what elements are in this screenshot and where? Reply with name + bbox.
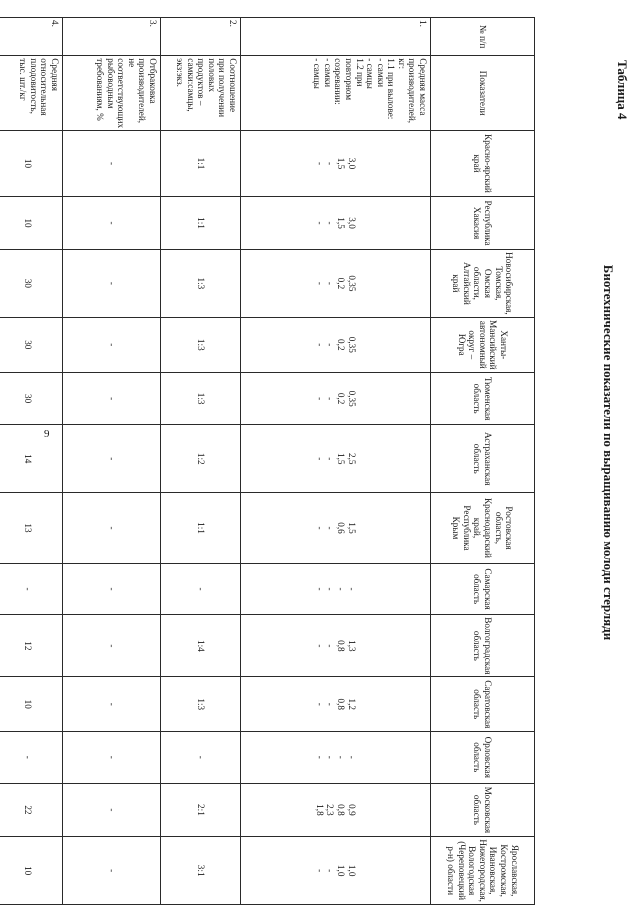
cell-value: 1:3 [195, 698, 206, 711]
cell-value: 2,3 [325, 804, 336, 816]
cell-value: 1:3 [195, 392, 206, 405]
header-region: Ярославская, Костромская, Ивановская, Нижегородская, Вологодская (Череповецкий р-н) области [431, 837, 535, 905]
cell-value: 30 [22, 394, 33, 404]
cell-value: - [106, 587, 117, 591]
cell-value: - [195, 587, 206, 591]
cell-value: 1,5 [346, 522, 357, 534]
cell-value: - [346, 755, 357, 759]
cell-value: 10 [22, 699, 33, 709]
cell-value: - [325, 869, 336, 873]
indicator-line: Соотношение при получении половых продуктов – самки:самцы, экз:экз. [175, 58, 238, 117]
value-cell [241, 677, 431, 732]
cell-value: 1:2 [195, 452, 206, 465]
value-cell [63, 425, 161, 493]
value-cell [0, 615, 63, 677]
value-cell [0, 563, 63, 614]
cell-value: - [325, 702, 336, 706]
cell-value: - [314, 526, 325, 530]
cell-value: 1,3 [346, 640, 357, 652]
cell-value: - [314, 397, 325, 401]
cell-value: 1,8 [314, 804, 325, 816]
table-row [161, 18, 241, 905]
cell-value: - [22, 755, 33, 759]
value-cell [241, 732, 431, 783]
indicator-line: - самцы [312, 58, 323, 89]
cell-value: - [314, 587, 325, 591]
cell-value: 12 [22, 641, 33, 651]
page-number: 9 [44, 428, 50, 440]
value-cell [161, 425, 241, 493]
value-cell [63, 131, 161, 197]
cell-value: - [106, 644, 117, 648]
table-row [241, 18, 431, 905]
value-cell [241, 493, 431, 564]
value-cell [0, 677, 63, 732]
cell-value: 0,2 [336, 339, 347, 351]
value-cell [0, 372, 63, 424]
cell-value: - [106, 397, 117, 401]
cell-value: - [314, 869, 325, 873]
cell-value: 0,9 [346, 804, 357, 816]
cell-value: - [346, 587, 357, 591]
cell-value: 0,6 [336, 522, 347, 534]
header-region: Саратовская область [431, 677, 535, 732]
cell-value: 0,2 [336, 277, 347, 290]
cell-value: - [325, 397, 336, 401]
cell-value: - [106, 221, 117, 225]
value-cell [63, 196, 161, 249]
cell-value: 1:1 [195, 157, 206, 170]
value-cell [0, 250, 63, 318]
value-cell [241, 317, 431, 372]
cell-value: 1:4 [195, 639, 206, 652]
indicator-line: Отбраковка производителей, не соответствующих рыбоводным требованиям, % [95, 58, 158, 129]
cell-value: 3,0 [346, 157, 357, 170]
value-cell [241, 837, 431, 905]
cell-value: - [325, 161, 336, 166]
cell-value: 22 [22, 805, 33, 815]
cell-value: 2:1 [195, 804, 206, 816]
value-cell [241, 372, 431, 424]
cell-value: - [325, 587, 336, 591]
value-cell [0, 131, 63, 197]
row-indicator [241, 56, 431, 131]
cell-value: 10 [22, 218, 33, 228]
cell-value: - [336, 755, 347, 759]
value-cell [0, 732, 63, 783]
cell-value: - [314, 755, 325, 759]
cell-value: 10 [22, 158, 33, 169]
value-cell [241, 131, 431, 197]
cell-value: 1,5 [336, 452, 347, 465]
value-cell [0, 783, 63, 837]
cell-value: 1:3 [195, 338, 206, 351]
indicator-line: 1.1 при вылове: [386, 58, 397, 120]
value-cell [161, 196, 241, 249]
value-cell [161, 563, 241, 614]
value-cell [161, 250, 241, 318]
cell-value: - [314, 161, 325, 166]
value-cell [161, 837, 241, 905]
cell-value: - [195, 755, 206, 759]
cell-value: - [325, 526, 336, 530]
cell-value: - [106, 808, 117, 812]
header-region: Ханты-Мансийский автономный округ – Югра [431, 317, 535, 372]
value-cell [63, 317, 161, 372]
value-cell [0, 837, 63, 905]
table-number: Таблица 4 [615, 60, 630, 120]
table-row [63, 18, 161, 905]
cell-value: 0,8 [336, 804, 347, 816]
cell-value: 1,0 [346, 864, 357, 877]
value-cell [0, 196, 63, 249]
cell-value: - [325, 221, 336, 225]
cell-value: - [106, 281, 117, 285]
value-cell [63, 372, 161, 424]
cell-value: 0,2 [336, 392, 347, 405]
header-region: Самарская область [431, 563, 535, 614]
row-number: 3. [63, 18, 161, 56]
cell-value: - [314, 644, 325, 648]
value-cell [161, 615, 241, 677]
value-cell [63, 250, 161, 318]
header-region: Московская область [431, 783, 535, 837]
value-cell [161, 493, 241, 564]
row-number: 2. [161, 18, 241, 56]
cell-value: 1:3 [195, 277, 206, 290]
cell-value: - [314, 702, 325, 706]
header-region: Красно-ярский край [431, 131, 535, 197]
cell-value: - [336, 587, 347, 591]
indicator-line: - самки [375, 58, 386, 88]
table-caption: Биотехнические показатели по выращиванию молоди стерляди [601, 264, 616, 641]
cell-value: - [106, 457, 117, 461]
cell-value: - [314, 457, 325, 461]
cell-value: 0,8 [336, 698, 347, 710]
cell-value: - [325, 457, 336, 461]
header-region: Астраханская область [431, 425, 535, 493]
cell-value: - [325, 644, 336, 648]
value-cell [241, 563, 431, 614]
cell-value: - [106, 869, 117, 873]
cell-value: 3:1 [195, 864, 206, 877]
value-cell [63, 783, 161, 837]
cell-value: - [325, 755, 336, 759]
value-cell [63, 615, 161, 677]
value-cell [63, 837, 161, 905]
header-region: Республика Хакасия [431, 196, 535, 249]
indicator-line: 1.2 при повторном созревании: [333, 58, 365, 105]
value-cell [241, 615, 431, 677]
cell-value: 13 [22, 523, 33, 533]
value-cell [161, 317, 241, 372]
header-num: № п/п [431, 18, 535, 56]
header-row [431, 18, 535, 905]
row-indicator [63, 56, 161, 131]
cell-value: 1:1 [195, 217, 206, 229]
cell-value: - [325, 343, 336, 347]
indicator-line: Средняя относительная плодовитость, тыс. шт./кг [18, 58, 60, 116]
cell-value: 1,5 [336, 217, 347, 229]
indicator-line: - самки [322, 58, 333, 88]
cell-value: - [314, 221, 325, 225]
cell-value: - [106, 755, 117, 759]
cell-value: 30 [22, 278, 33, 288]
value-cell [161, 131, 241, 197]
header-region: Новосибирская, Томская, Омская области, Алтайский край [431, 250, 535, 318]
cell-value: - [106, 161, 117, 166]
value-cell [161, 372, 241, 424]
header-region: Волгоградская область [431, 615, 535, 677]
row-number: 1. [241, 18, 431, 56]
value-cell [0, 493, 63, 564]
cell-value: 1,0 [336, 864, 347, 877]
cell-value: - [325, 281, 336, 285]
cell-value: 1,5 [336, 157, 347, 170]
value-cell [63, 563, 161, 614]
value-cell [161, 677, 241, 732]
value-cell [241, 783, 431, 837]
value-cell [0, 317, 63, 372]
cell-value: 0,35 [346, 336, 357, 353]
cell-value: - [314, 343, 325, 347]
cell-value: - [22, 587, 33, 591]
value-cell [0, 425, 63, 493]
value-cell [161, 732, 241, 783]
value-cell [63, 677, 161, 732]
header-indicator: Показатели [431, 56, 535, 131]
cell-value: 30 [22, 340, 33, 350]
value-cell [63, 493, 161, 564]
cell-value: 3,0 [346, 217, 357, 229]
indicator-line: Средняя масса производителей, кг: [396, 58, 428, 124]
value-cell [161, 783, 241, 837]
value-cell [241, 250, 431, 318]
table-row [0, 18, 63, 905]
cell-value: 2,5 [346, 452, 357, 465]
cell-value: 0,8 [336, 640, 347, 652]
row-indicator [0, 56, 63, 131]
value-cell [241, 196, 431, 249]
header-region: Ростовская область, Краснодарский край, Республика Крым [431, 493, 535, 564]
row-indicator [161, 56, 241, 131]
cell-value: 1,2 [346, 698, 357, 710]
cell-value: - [106, 343, 117, 347]
cell-value: 1:1 [195, 522, 206, 534]
header-region: Тюменская область [431, 372, 535, 424]
header-region: Орловская область [431, 732, 535, 783]
cell-value: 10 [22, 866, 33, 876]
row-number: 4. [0, 18, 63, 56]
cell-value: 0,35 [346, 390, 357, 407]
cell-value: 0,35 [346, 275, 357, 292]
cell-value: - [314, 281, 325, 285]
data-table [0, 17, 535, 905]
value-cell [63, 732, 161, 783]
cell-value: 14 [22, 454, 33, 464]
value-cell [241, 425, 431, 493]
indicator-line: - самцы [365, 58, 376, 89]
cell-value: - [106, 702, 117, 706]
cell-value: - [106, 526, 117, 530]
